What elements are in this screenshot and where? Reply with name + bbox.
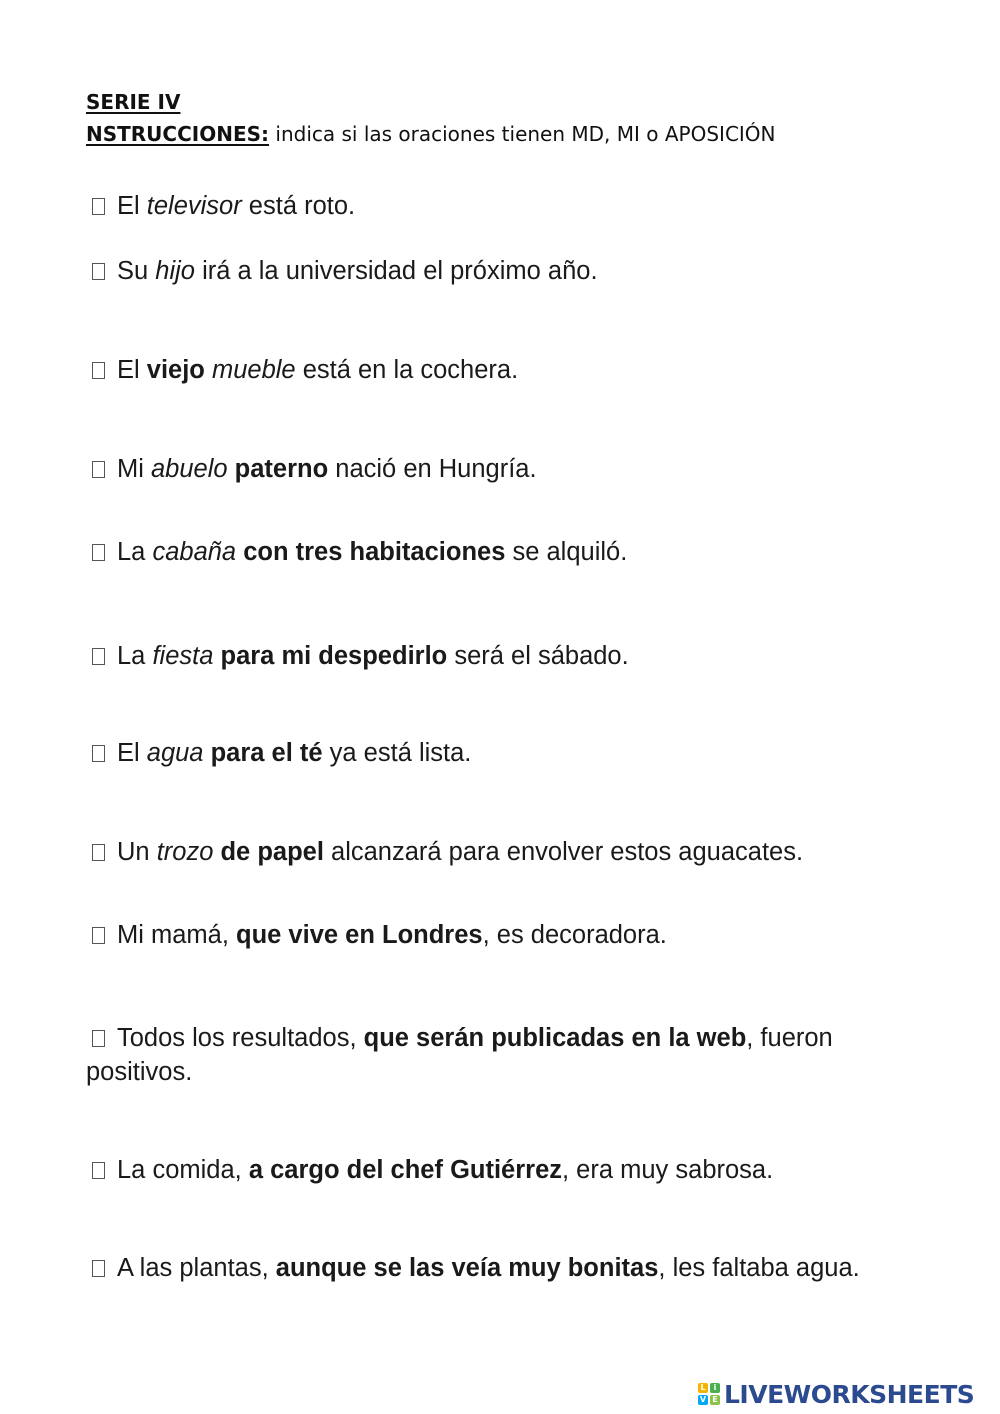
sentence-text: Mi mamá, [117,921,237,949]
nucleus-word: cabaña [152,538,237,566]
logo-icon-letter: i [710,1383,720,1393]
sentence-9 [86,918,906,952]
sentence-4 [86,452,906,486]
liveworksheets-logo-text: LIVEWORKSHEETS [724,1379,975,1409]
worksheet-header [86,86,776,150]
sentence-checkbox[interactable] [92,263,105,280]
sentence-3 [86,353,906,387]
sentence-12 [86,1251,876,1285]
sentence-text: La [117,538,153,566]
sentence-text: , es decoradora. [482,921,667,949]
sentence-checkbox[interactable] [92,461,105,478]
series-title [86,86,776,118]
sentence-11 [86,1153,906,1187]
sentence-2 [86,254,906,288]
nucleus-word: televisor [146,192,242,220]
sentence-text: ya está lista. [322,739,472,767]
sentence-text [204,739,211,767]
modifier-phrase: con tres habitaciones [243,538,506,566]
sentence-checkbox[interactable] [92,844,105,861]
sentence-7 [86,736,906,770]
nucleus-word: mueble [211,356,296,384]
modifier-phrase: para el té [210,739,323,767]
sentence-text [205,356,212,384]
logo-icon-letter: L [698,1383,708,1393]
sentence-text: Todos los resultados, [117,1024,364,1052]
sentence-1 [86,189,906,223]
sentence-text [213,642,220,670]
sentence-text: alcanzará para envolver estos aguacates. [323,838,804,866]
modifier-phrase: viejo [146,356,205,384]
sentence-text: , fueron positivos. [86,1024,833,1086]
sentence-text: La [117,642,153,670]
modifier-phrase: para mi despedirlo [220,642,448,670]
modifier-phrase: aunque se las veía muy bonitas [275,1254,659,1282]
nucleus-word: fiesta [152,642,214,670]
sentence-checkbox[interactable] [92,927,105,944]
sentence-checkbox[interactable] [92,1030,105,1047]
sentence-checkbox[interactable] [92,362,105,379]
modifier-phrase: de papel [220,838,324,866]
sentence-text: El [117,192,147,220]
sentence-checkbox[interactable] [92,198,105,215]
sentence-text: irá a la universidad el próximo año. [194,257,598,285]
modifier-phrase: que vive en Londres [236,921,483,949]
sentence-text: será el sábado. [447,642,629,670]
instructions-text: indica si las oraciones tienen MD, MI o APOSICIÓN [275,122,776,146]
nucleus-word: abuelo [151,455,228,483]
sentence-text: Su [117,257,156,285]
sentence-text: La comida, [117,1156,249,1184]
sentence-checkbox[interactable] [92,745,105,762]
sentence-text: está roto. [241,192,356,220]
sentence-10 [86,1021,856,1089]
sentence-text: , les faltaba agua. [658,1254,860,1282]
sentence-8 [86,835,906,869]
liveworksheets-logo-icon [698,1383,720,1405]
logo-icon-letter: E [710,1395,720,1405]
sentence-text: nació en Hungría. [328,455,537,483]
sentence-text: está en la cochera. [295,356,519,384]
sentence-text [228,455,235,483]
series-label: SERIE IV [86,90,181,114]
sentence-checkbox[interactable] [92,1162,105,1179]
sentence-text: Mi [117,455,151,483]
modifier-phrase: que serán publicadas en la web [363,1024,747,1052]
modifier-phrase: paterno [234,455,329,483]
nucleus-word: hijo [155,257,195,285]
sentence-checkbox[interactable] [92,544,105,561]
sentence-6 [86,639,906,673]
sentence-text: , era muy sabrosa. [562,1156,774,1184]
logo-icon-letter: V [699,1395,707,1404]
liveworksheets-logo [698,1378,974,1410]
sentence-text: Un [117,838,157,866]
modifier-phrase: a cargo del chef Gutiérrez [248,1156,563,1184]
sentence-text: El [117,356,147,384]
instructions-line [86,118,776,150]
sentence-5 [86,535,906,569]
sentence-checkbox[interactable] [92,648,105,665]
nucleus-word: trozo [156,838,214,866]
sentence-text: se alquiló. [505,538,628,566]
nucleus-word: agua [146,739,204,767]
sentence-text: A las plantas, [117,1254,276,1282]
instructions-label: NSTRUCCIONES: [86,122,270,146]
sentence-text: El [117,739,147,767]
sentence-checkbox[interactable] [92,1260,105,1277]
